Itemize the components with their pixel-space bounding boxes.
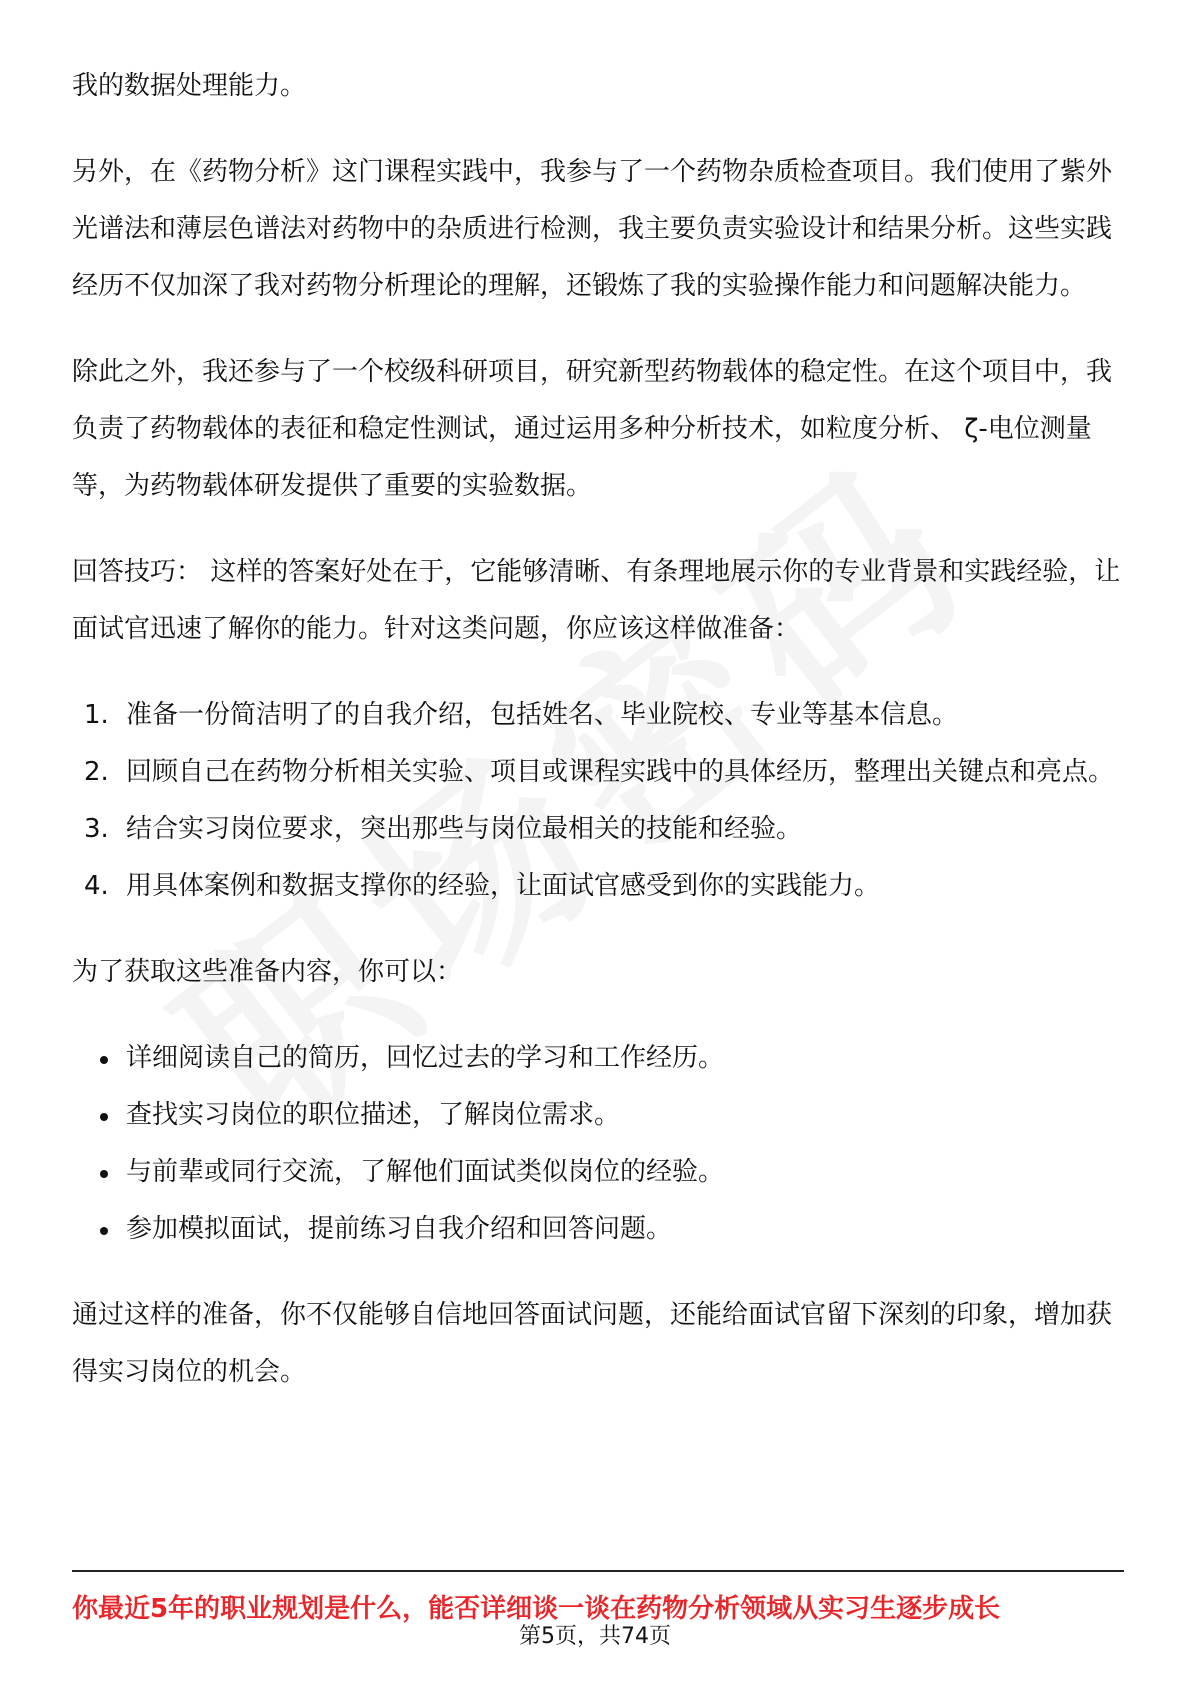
list-number: 3. xyxy=(84,814,109,844)
document-body xyxy=(72,58,1122,1401)
list-item-text: 准备一份简洁明了的自我介绍，包括姓名、毕业院校、专业等基本信息。 xyxy=(126,700,959,730)
list-item-text: 与前辈或同行交流，了解他们面试类似岗位的经验。 xyxy=(126,1157,725,1187)
list-item xyxy=(72,1030,1122,1087)
paragraph-5: 为了获取这些准备内容，你可以： xyxy=(72,957,463,987)
list-item xyxy=(72,801,1122,858)
answer-tips-paragraph: 回答技巧： 这样的答案好处在于，它能够清晰、有条理地展示你的专业背景和实践经验，让面试官迅速了解你的能力。针对这类问题，你应该这样做准备： xyxy=(72,557,1121,644)
paragraph-2: 另外，在《药物分析》这门课程实践中，我参与了一个药物杂质检查项目。我们使用了紫外光谱法和薄层色谱法对药物中的杂质进行检测，我主要负责实验设计和结果分析。这些实践经历不仅加深了我对药物分析理论的理解，还锻炼了我的实验操作能力和问题解决能力。 xyxy=(72,157,1113,301)
paragraph-1: 我的数据处理能力。 xyxy=(72,71,307,101)
list-item-text: 结合实习岗位要求，突出那些与岗位最相关的技能和经验。 xyxy=(126,814,803,844)
list-number: 2. xyxy=(84,757,109,787)
bullet-dot-icon xyxy=(100,1227,108,1235)
preparation-bullet-list xyxy=(72,1030,1122,1258)
list-item-text: 参加模拟面试，提前练习自我介绍和回答问题。 xyxy=(126,1214,673,1244)
paragraph-3: 除此之外，我还参与了一个校级科研项目，研究新型药物载体的稳定性。在这个项目中，我负责了药物载体的表征和稳定性测试，通过运用多种分析技术，如粒度分析、 ζ-电位测量等，为药物载体研发提供了重要的实验数据。 xyxy=(72,357,1113,501)
list-number: 1. xyxy=(84,700,109,730)
paragraph-6: 通过这样的准备，你不仅能够自信地回答面试问题，还能给面试官留下深刻的印象，增加获得实习岗位的机会。 xyxy=(72,1300,1113,1387)
bullet-dot-icon xyxy=(100,1056,108,1064)
list-item xyxy=(72,1087,1122,1144)
list-item xyxy=(72,1144,1122,1201)
next-question-heading: 你最近5年的职业规划是什么，能否详细谈一谈在药物分析领域从实习生逐步成长 xyxy=(72,1594,1001,1624)
divider xyxy=(72,1570,1124,1572)
page-number: 第5页，共74页 xyxy=(519,1624,671,1649)
list-item-text: 回顾自己在药物分析相关实验、项目或课程实践中的具体经历，整理出关键点和亮点。 xyxy=(126,757,1115,787)
preparation-numbered-list xyxy=(72,687,1122,915)
list-item xyxy=(72,687,1122,744)
list-item xyxy=(72,744,1122,801)
bullet-dot-icon xyxy=(100,1113,108,1121)
list-item-text: 详细阅读自己的简历，回忆过去的学习和工作经历。 xyxy=(126,1043,725,1073)
bullet-dot-icon xyxy=(100,1170,108,1178)
list-item xyxy=(72,858,1122,915)
list-number: 4. xyxy=(84,871,109,901)
list-item xyxy=(72,1201,1122,1258)
list-item-text: 查找实习岗位的职位描述，了解岗位需求。 xyxy=(126,1100,621,1130)
list-item-text: 用具体案例和数据支撑你的经验，让面试官感受到你的实践能力。 xyxy=(126,871,881,901)
